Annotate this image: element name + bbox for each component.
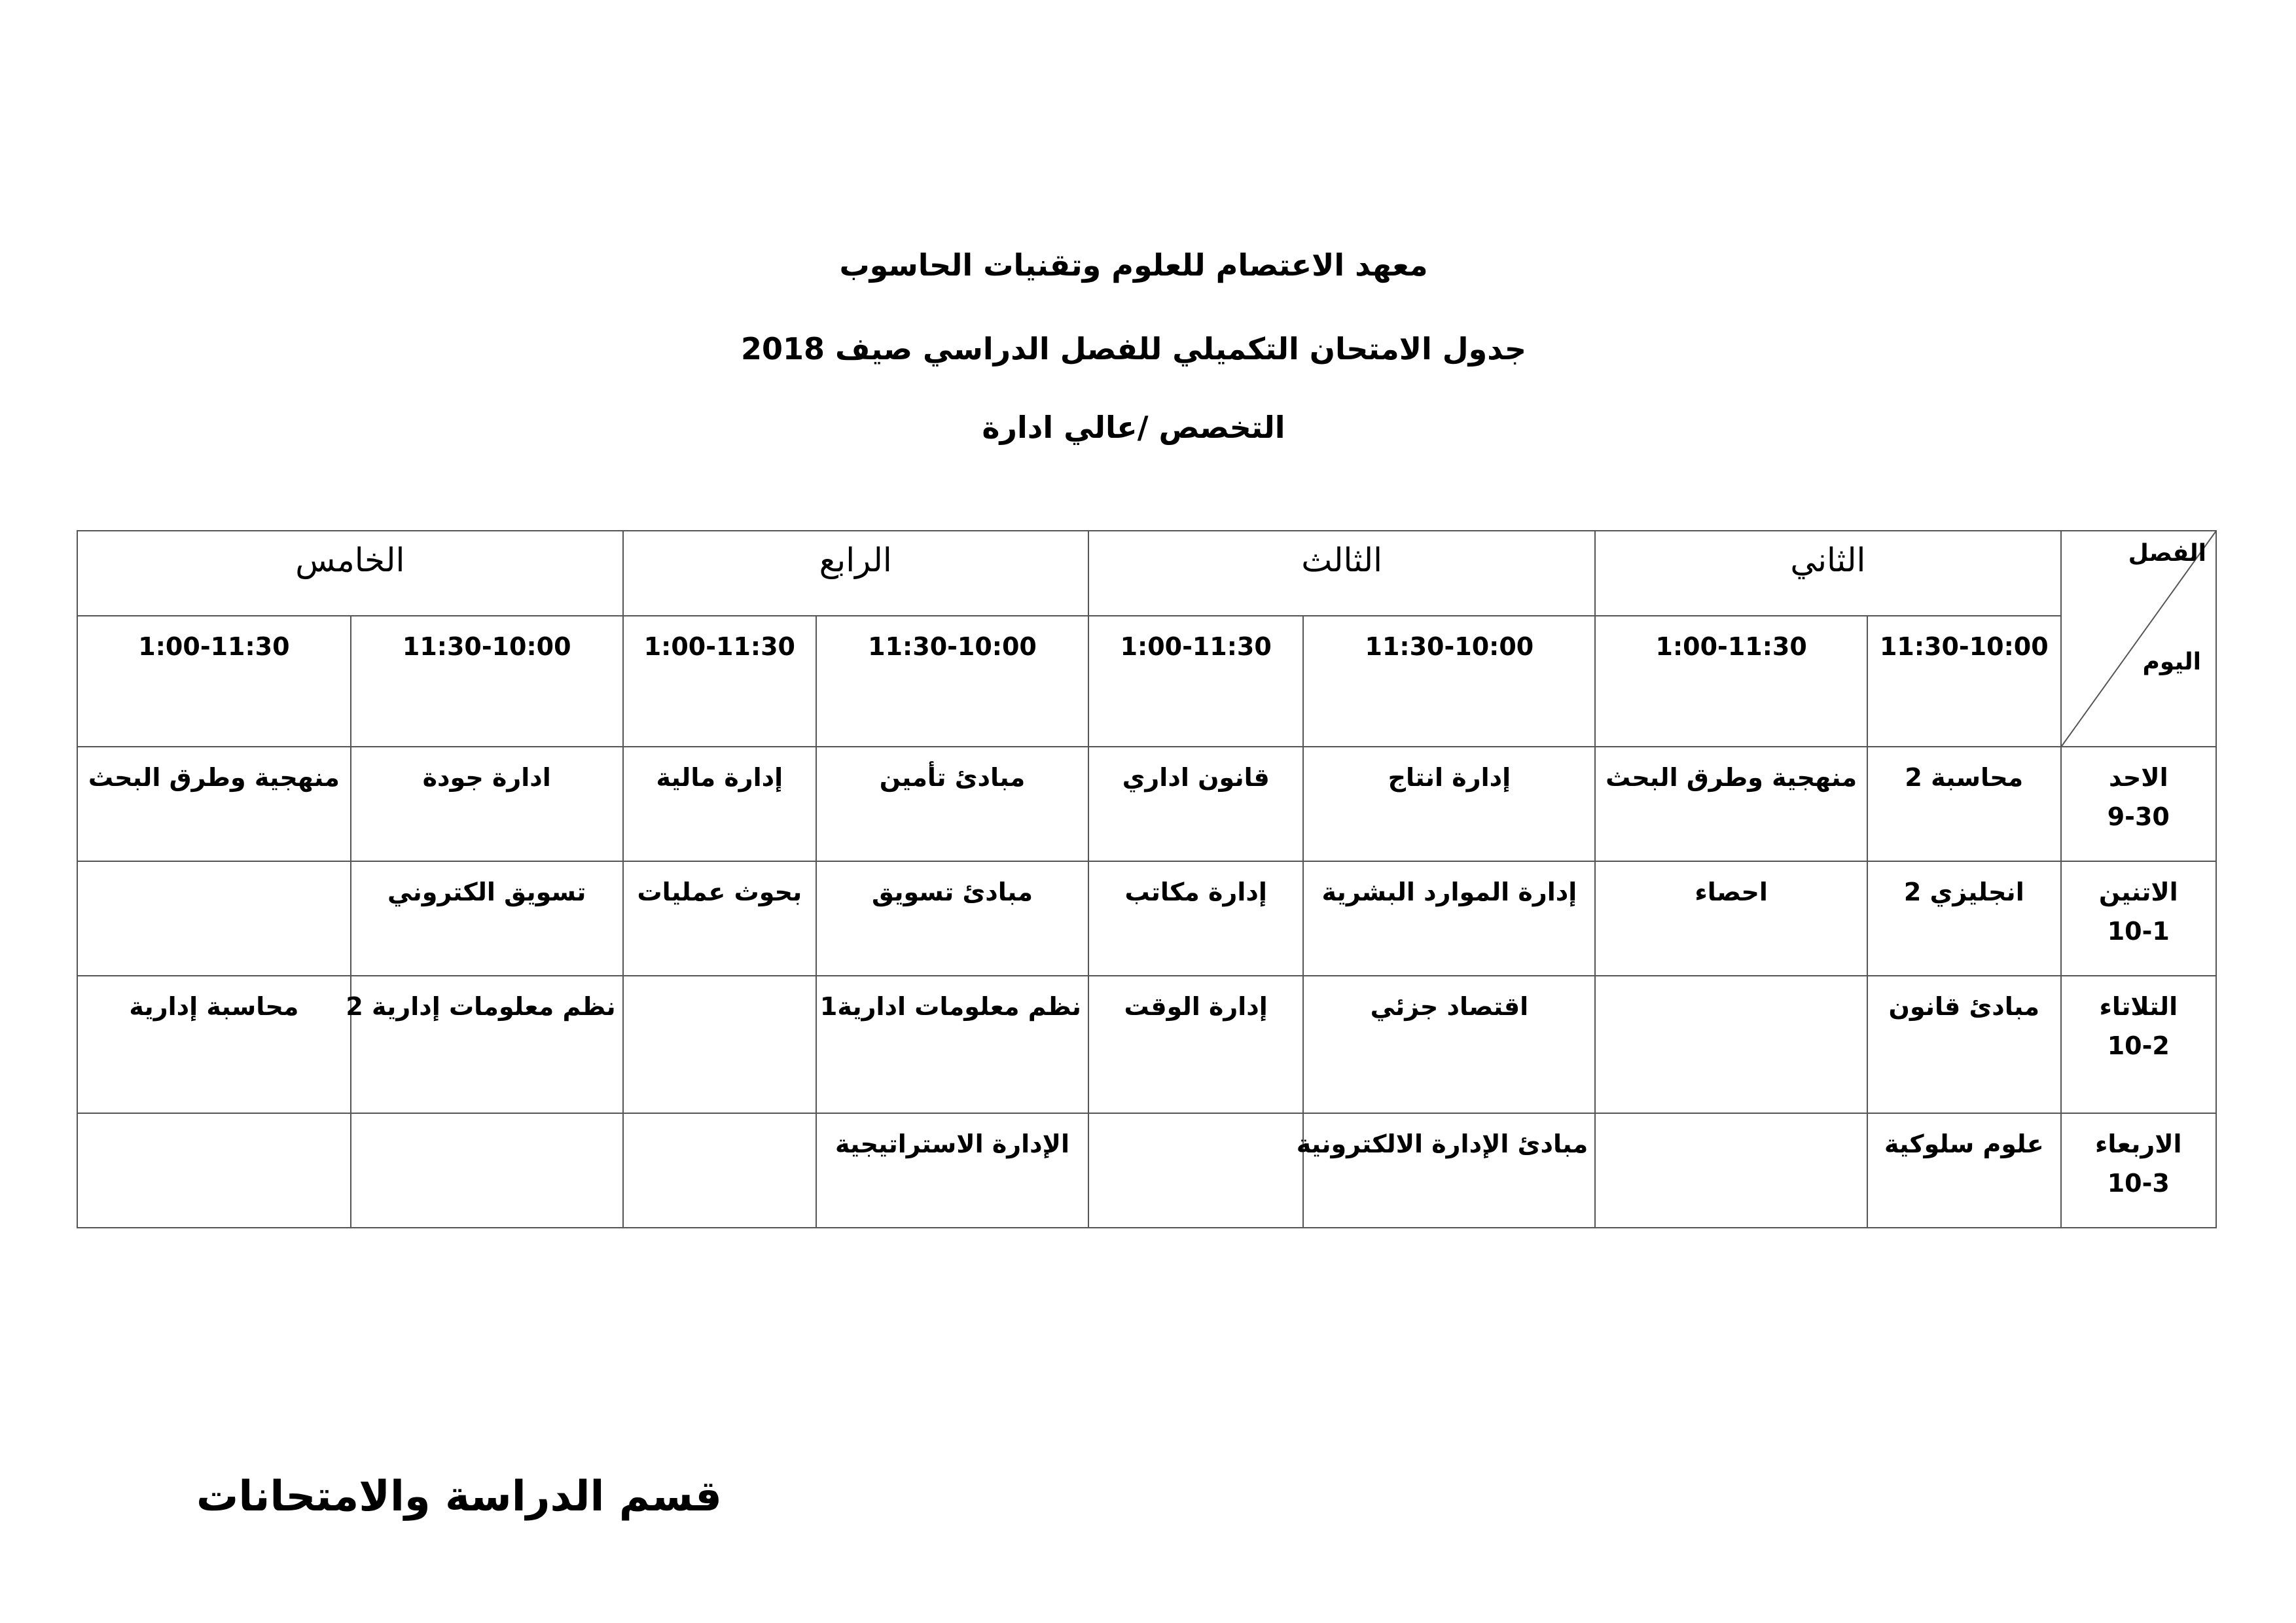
semester-header-third: الثالث [1088,531,1595,616]
time-slot-cell: 1:00-11:30 [623,616,817,747]
day-axis-label: اليوم [2142,649,2201,675]
course-cell [1595,976,1867,1113]
day-name: الاتنين [2098,878,2178,906]
day-cell [2061,976,2216,1113]
course-cell [351,1113,623,1228]
time-slot-cell: 11:30-10:00 [351,616,623,747]
table-row [77,861,2216,976]
course-cell: منهجية وطرق البحث [77,747,351,861]
day-date: 9-30 [2107,802,2170,831]
day-cell [2061,861,2216,976]
course-cell: بحوث عمليات [623,861,817,976]
course-cell [623,976,817,1113]
course-cell: إدارة مكاتب [1088,861,1304,976]
course-cell: مبادئ الإدارة الالكترونية [1303,1113,1595,1228]
time-slot-cell: 1:00-11:30 [1088,616,1304,747]
course-cell: الإدارة الاستراتيجية [816,1113,1088,1228]
institute-name: معهد الاعتصام للعلوم وتقنيات الحاسوب [839,247,1428,283]
time-header-row [77,616,2216,747]
course-cell: احصاء [1595,861,1867,976]
course-cell: اقتصاد جزئي [1303,976,1595,1113]
table-row [77,976,2216,1113]
course-cell: تسويق الكتروني [351,861,623,976]
day-cell [2061,1113,2216,1228]
course-cell: محاسبة إدارية [77,976,351,1113]
time-slot-cell: 1:00-11:30 [1595,616,1867,747]
time-slot-cell: 11:30-10:00 [816,616,1088,747]
day-date: 10-2 [2107,1031,2170,1060]
course-cell: نظم معلومات إدارية 2 [351,976,623,1113]
course-cell [1595,1113,1867,1228]
course-cell: مبادئ قانون [1867,976,2061,1113]
course-cell [1088,1113,1304,1228]
day-date: 10-1 [2107,916,2170,946]
course-cell: قانون اداري [1088,747,1304,861]
day-name: الاحد [2108,763,2168,792]
semester-header-fourth: الرابع [623,531,1088,616]
course-cell: منهجية وطرق البحث [1595,747,1867,861]
corner-header-cell [2061,531,2216,747]
course-cell: ادارة جودة [351,747,623,861]
time-slot-cell: 1:00-11:30 [77,616,351,747]
semester-header-row [77,531,2216,616]
time-slot-cell: 11:30-10:00 [1867,616,2061,747]
day-name: التلاتاء [2099,992,2178,1021]
course-cell: إدارة الوقت [1088,976,1304,1113]
course-cell [623,1113,817,1228]
semester-header-fifth: الخامس [77,531,623,616]
course-cell: مبادئ تأمين [816,747,1088,861]
semester-axis-label: الفصل [2128,540,2206,567]
course-cell: محاسبة 2 [1867,747,2061,861]
course-cell: إدارة الموارد البشرية [1303,861,1595,976]
course-cell: علوم سلوكية [1867,1113,2061,1228]
course-cell: مبادئ تسويق [816,861,1088,976]
day-name: الاربعاء [2094,1130,2182,1158]
course-cell [77,1113,351,1228]
course-cell: انجليزي 2 [1867,861,2061,976]
time-slot-cell: 11:30-10:00 [1303,616,1595,747]
exam-schedule-table [77,530,2217,1228]
course-cell: إدارة مالية [623,747,817,861]
course-cell: إدارة انتاج [1303,747,1595,861]
day-date: 10-3 [2107,1168,2170,1198]
specialization-label: التخصص /عالي ادارة [982,410,1285,445]
table-row [77,1113,2216,1228]
table-row [77,747,2216,861]
course-cell [77,861,351,976]
department-signature: قسم الدراسة والامتحانات [196,1472,722,1521]
course-cell: نظم معلومات ادارية1 [816,976,1088,1113]
semester-header-second: الثاني [1595,531,2060,616]
schedule-title: جدول الامتحان التكميلي للفصل الدراسي صيف 2018 [740,331,1526,366]
day-cell [2061,747,2216,861]
